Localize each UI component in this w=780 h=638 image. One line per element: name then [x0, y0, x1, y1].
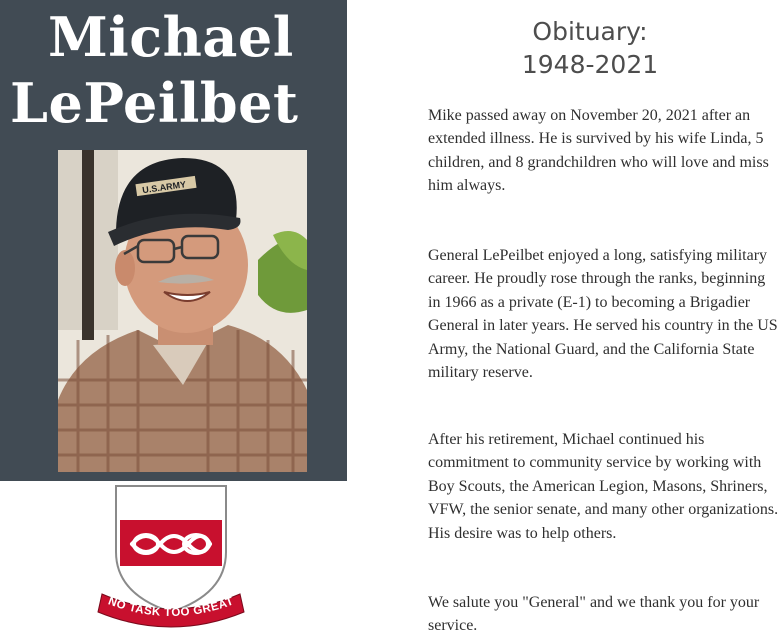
crest-motto: NO TASK TOO GREAT: [106, 595, 236, 620]
paragraph-community-service: After his retirement, Michael continued his commitment to community service by working with Boy Scouts, the American Legion, Masons, Shriners, VFW, the senior senate, and many other organizations. His desire was to help others.: [428, 431, 779, 542]
name-last: LePeilbet: [10, 71, 299, 135]
paragraph-military-career: General LePeilbet enjoyed a long, satisfying military career. He proudly rose through the ranks, beginning in 1966 as a private (E-1) to becoming a Brigadier General in later years. He served his country in the US Army, the National Guard, and the California State military reserve.: [428, 247, 778, 382]
paragraph-salute: We salute you "General" and we thank you for your service.: [428, 594, 760, 635]
portrait-photo: [58, 150, 307, 472]
obituary-years: 1948-2021: [521, 50, 659, 79]
paragraph-passing: Mike passed away on November 20, 2021 after an extended illness. He is survived by his wife Linda, 5 children, and 8 grandchildren who will love and miss him always.: [428, 107, 769, 195]
army-crest-logo: [96, 482, 246, 632]
name-panel: [0, 0, 347, 481]
name-first: Michael: [48, 5, 294, 69]
cap-text: U.S.ARMY: [141, 179, 187, 196]
obituary-heading: Obituary:: [532, 17, 648, 46]
